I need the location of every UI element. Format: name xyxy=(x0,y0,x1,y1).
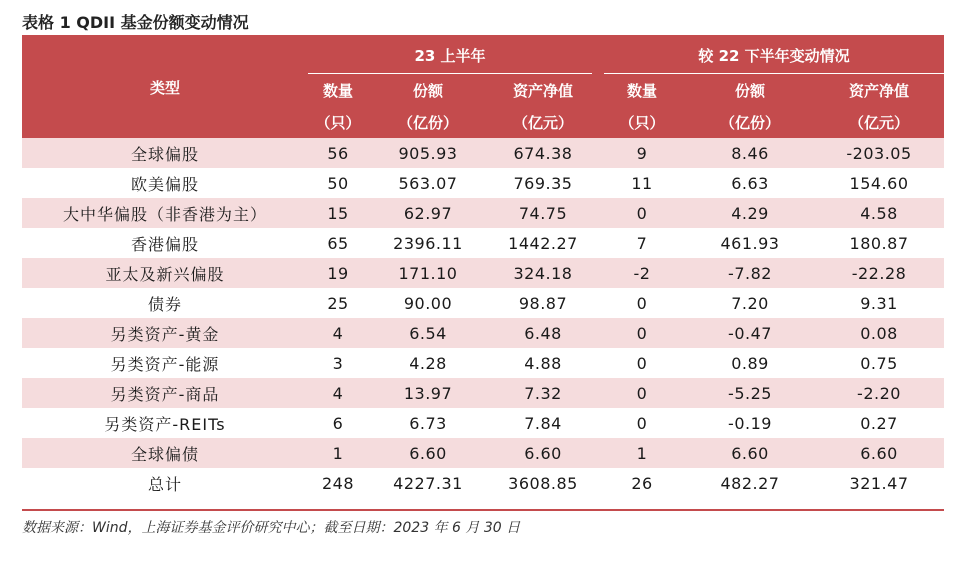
header-col-5-line1: 份额 xyxy=(686,74,814,107)
row-value-cell: 2396.11 xyxy=(368,228,488,258)
row-value-cell: 0 xyxy=(598,408,686,438)
row-category-cell: 全球偏股 xyxy=(22,138,308,168)
row-value-cell: 74.75 xyxy=(488,198,598,228)
row-value-cell: 6.60 xyxy=(814,438,944,468)
row-value-cell: 4 xyxy=(308,318,368,348)
row-value-cell: 6.60 xyxy=(686,438,814,468)
row-value-cell: -2 xyxy=(598,258,686,288)
row-value-cell: 11 xyxy=(598,168,686,198)
header-col-4-line2: （只） xyxy=(598,106,686,138)
header-col-2-line1: 份额 xyxy=(368,74,488,107)
table-row xyxy=(22,228,944,258)
row-category-cell: 另类资产-黄金 xyxy=(22,318,308,348)
row-value-cell: 1442.27 xyxy=(488,228,598,258)
row-value-cell: -0.19 xyxy=(686,408,814,438)
row-category-cell: 另类资产-能源 xyxy=(22,348,308,378)
row-value-cell: 4.28 xyxy=(368,348,488,378)
row-value-cell: 6 xyxy=(308,408,368,438)
table-row xyxy=(22,318,944,348)
row-value-cell: 0.08 xyxy=(814,318,944,348)
row-value-cell: 769.35 xyxy=(488,168,598,198)
row-value-cell: 905.93 xyxy=(368,138,488,168)
row-value-cell: 7.20 xyxy=(686,288,814,318)
row-value-cell: -203.05 xyxy=(814,138,944,168)
header-group-h1-2023: 23 上半年 xyxy=(308,37,598,74)
header-col-4-line1: 数量 xyxy=(598,74,686,107)
row-value-cell: 461.93 xyxy=(686,228,814,258)
table-row xyxy=(22,438,944,468)
row-value-cell: 248 xyxy=(308,468,368,499)
row-category-cell: 全球偏债 xyxy=(22,438,308,468)
header-col-1-line1: 数量 xyxy=(308,74,368,107)
row-value-cell: 6.60 xyxy=(368,438,488,468)
row-value-cell: 90.00 xyxy=(368,288,488,318)
row-value-cell: -0.47 xyxy=(686,318,814,348)
row-value-cell: 171.10 xyxy=(368,258,488,288)
header-col-3-line1: 资产净值 xyxy=(488,74,598,107)
row-value-cell: 26 xyxy=(598,468,686,499)
row-value-cell: 482.27 xyxy=(686,468,814,499)
table-row xyxy=(22,288,944,318)
row-category-cell: 债券 xyxy=(22,288,308,318)
table-row xyxy=(22,258,944,288)
row-value-cell: 0 xyxy=(598,198,686,228)
row-value-cell: 563.07 xyxy=(368,168,488,198)
row-value-cell: 65 xyxy=(308,228,368,258)
table-row xyxy=(22,168,944,198)
row-value-cell: 0.75 xyxy=(814,348,944,378)
table-row xyxy=(22,198,944,228)
row-value-cell: 6.73 xyxy=(368,408,488,438)
row-value-cell: -22.28 xyxy=(814,258,944,288)
row-value-cell: 0 xyxy=(598,378,686,408)
row-category-cell: 大中华偏股（非香港为主） xyxy=(22,198,308,228)
row-value-cell: 6.48 xyxy=(488,318,598,348)
source-note: 数据来源：Wind，上海证券基金评价研究中心；截至日期：2023 年 6 月 30 日 xyxy=(22,520,521,536)
header-col-1-line2: （只） xyxy=(308,106,368,138)
qdii-share-table xyxy=(22,37,944,499)
row-value-cell: 4.29 xyxy=(686,198,814,228)
table-bottom-divider xyxy=(22,509,944,511)
table-row xyxy=(22,408,944,438)
header-col-6-line1: 资产净值 xyxy=(814,74,944,107)
row-category-cell: 欧美偏股 xyxy=(22,168,308,198)
row-value-cell: 7.84 xyxy=(488,408,598,438)
row-value-cell: -7.82 xyxy=(686,258,814,288)
row-category-cell: 香港偏股 xyxy=(22,228,308,258)
row-value-cell: 6.54 xyxy=(368,318,488,348)
table-row xyxy=(22,378,944,408)
row-value-cell: 8.46 xyxy=(686,138,814,168)
header-col-5-line2: （亿份） xyxy=(686,106,814,138)
row-value-cell: 3 xyxy=(308,348,368,378)
header-group-change: 较 22 下半年变动情况 xyxy=(598,37,944,74)
row-value-cell: 1 xyxy=(308,438,368,468)
header-category: 类型 xyxy=(22,37,308,138)
row-value-cell: 9 xyxy=(598,138,686,168)
row-value-cell: 7.32 xyxy=(488,378,598,408)
row-value-cell: 0 xyxy=(598,348,686,378)
row-value-cell: 4.58 xyxy=(814,198,944,228)
row-value-cell: 15 xyxy=(308,198,368,228)
row-value-cell: 6.63 xyxy=(686,168,814,198)
header-col-3-line2: （亿元） xyxy=(488,106,598,138)
row-value-cell: 0.89 xyxy=(686,348,814,378)
header-col-2-line2: （亿份） xyxy=(368,106,488,138)
row-value-cell: 6.60 xyxy=(488,438,598,468)
row-value-cell: 56 xyxy=(308,138,368,168)
row-value-cell: 4227.31 xyxy=(368,468,488,499)
row-value-cell: 50 xyxy=(308,168,368,198)
row-category-cell: 总计 xyxy=(22,468,308,499)
row-value-cell: 98.87 xyxy=(488,288,598,318)
table-caption: 表格 1 QDII 基金份额变动情况 xyxy=(22,13,249,32)
header-col-6-line2: （亿元） xyxy=(814,106,944,138)
row-value-cell: 0.27 xyxy=(814,408,944,438)
row-value-cell: 62.97 xyxy=(368,198,488,228)
table-body xyxy=(22,138,944,499)
row-value-cell: 180.87 xyxy=(814,228,944,258)
row-value-cell: 324.18 xyxy=(488,258,598,288)
row-value-cell: 0 xyxy=(598,288,686,318)
row-value-cell: -5.25 xyxy=(686,378,814,408)
table-row xyxy=(22,348,944,378)
row-value-cell: 4 xyxy=(308,378,368,408)
row-value-cell: 154.60 xyxy=(814,168,944,198)
row-value-cell: -2.20 xyxy=(814,378,944,408)
row-value-cell: 9.31 xyxy=(814,288,944,318)
table-row xyxy=(22,138,944,168)
row-value-cell: 0 xyxy=(598,318,686,348)
row-value-cell: 4.88 xyxy=(488,348,598,378)
row-category-cell: 另类资产-REITs xyxy=(22,408,308,438)
row-value-cell: 1 xyxy=(598,438,686,468)
row-value-cell: 674.38 xyxy=(488,138,598,168)
row-value-cell: 321.47 xyxy=(814,468,944,499)
row-category-cell: 亚太及新兴偏股 xyxy=(22,258,308,288)
row-value-cell: 25 xyxy=(308,288,368,318)
row-value-cell: 3608.85 xyxy=(488,468,598,499)
row-value-cell: 19 xyxy=(308,258,368,288)
row-value-cell: 13.97 xyxy=(368,378,488,408)
total-row xyxy=(22,468,944,499)
row-value-cell: 7 xyxy=(598,228,686,258)
row-category-cell: 另类资产-商品 xyxy=(22,378,308,408)
